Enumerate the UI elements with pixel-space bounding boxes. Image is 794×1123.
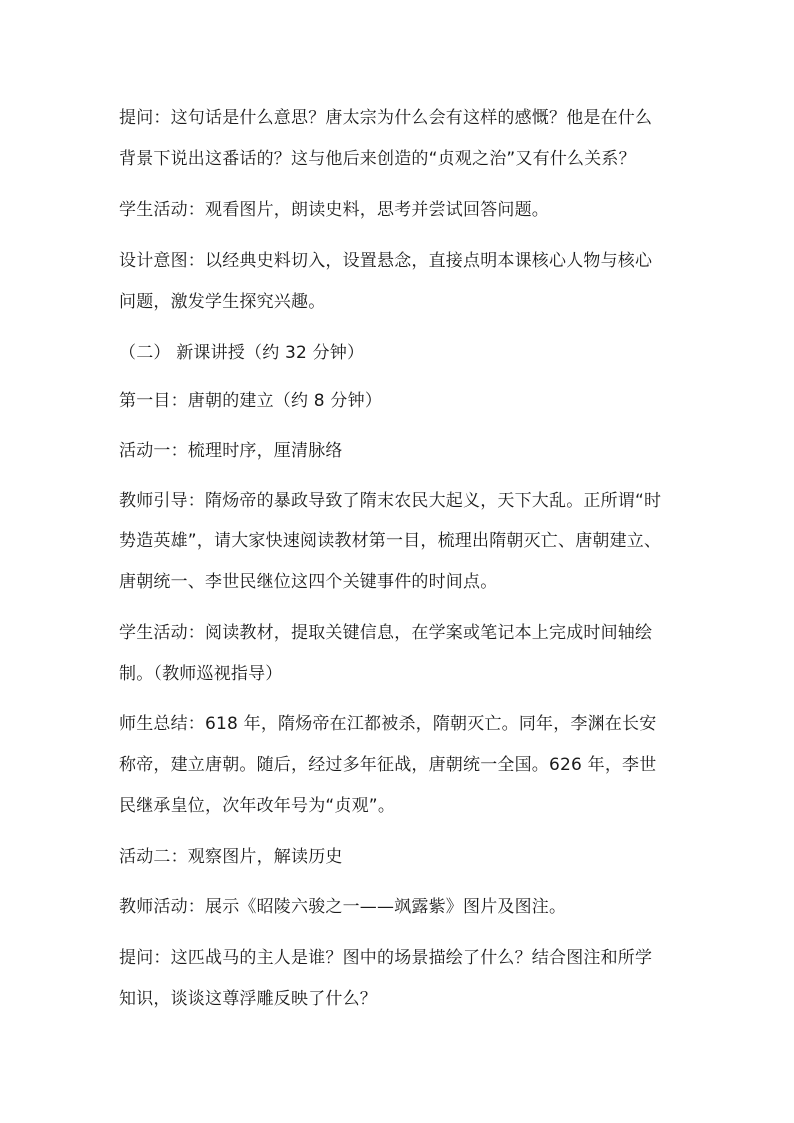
text-line: 制。（教师巡视指导） [119,664,283,684]
subsection-heading: 第一目：唐朝的建立（约 8 分钟） [119,391,383,411]
text-line: 教师引导：隋炀帝的暴政导致了隋末农民大起义，天下大乱。正所谓“时 [119,491,662,511]
text-line: 提问：这匹战马的主人是谁？图中的场景描绘了什么？结合图注和所学 [119,948,653,968]
text-line: 教师活动：展示《昭陵六骏之一——飒露紫》图片及图注。 [119,897,567,917]
activity-heading: 活动一：梳理时序，厘清脉络 [119,441,343,461]
text-line: 问题，激发学生探究兴趣。 [119,292,326,312]
text-line: 知识，谈谈这尊浮雕反映了什么？ [119,989,377,1009]
text-line: 民继承皇位，次年改年号为“贞观”。 [119,796,396,816]
text-line: 背景下说出这番话的？这与他后来创造的“贞观之治”又有什么关系？ [119,149,636,169]
text-line: 设计意图：以经典史料切入，设置悬念，直接点明本课核心人物与核心 [119,251,653,271]
text-line: 提问：这句话是什么意思？唐太宗为什么会有这样的感慨？他是在什么 [119,108,653,128]
section-heading: （二） 新课讲授（约 32 分钟） [119,343,365,363]
text-line: 势造英雄”，请大家快速阅读教材第一目，梳理出隋朝灭亡、唐朝建立、 [119,531,662,551]
activity-heading: 活动二：观察图片，解读历史 [119,847,343,867]
text-line: 唐朝统一、李世民继位这四个关键事件的时间点。 [119,572,498,592]
text-line: 称帝，建立唐朝。随后，经过多年征战，唐朝统一全国。626 年，李世 [119,755,657,775]
text-line: 学生活动：阅读教材，提取关键信息，在学案或笔记本上完成时间轴绘 [119,623,653,643]
text-line: 师生总结：618 年，隋炀帝在江都被杀，隋朝灭亡。同年，李渊在长安 [119,714,657,734]
text-line: 学生活动：观看图片，朗读史料，思考并尝试回答问题。 [119,200,549,220]
